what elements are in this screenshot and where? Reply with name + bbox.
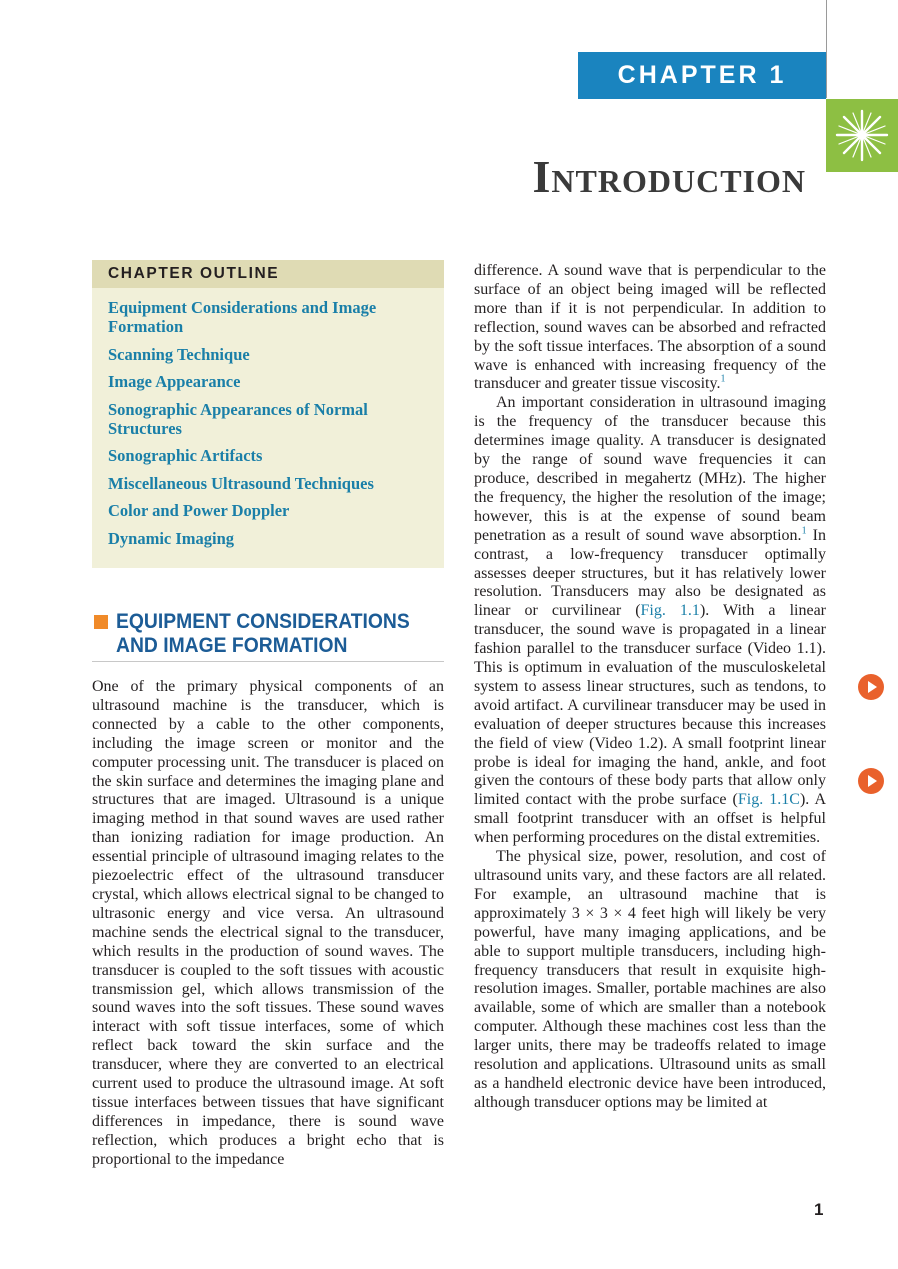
figure-link[interactable]: Fig. 1.1 (640, 602, 700, 620)
outline-item[interactable]: Scanning Technique (108, 344, 250, 364)
page-number: 1 (814, 1200, 824, 1219)
outline-item[interactable]: Image Appearance (108, 372, 241, 391)
chapter-label: CHAPTER 1 (578, 52, 826, 99)
paragraph-text: ). With a linear transducer, the sound wave is propagated in a linear fashion parallel to the transducer surface (Video 1.1). This is optimum in evaluation of the musculoskeletal system to assess linear structures, such as tendons, to avoid artifact. A curvilinear transducer may be used in evaluation of deeper structures because this increases the field of view (Video 1.2). A small footprint linear probe is ideal for imaging the hand, ankle, and foot given the contours of these body parts that allow only limited contact with the probe surface ( (474, 602, 827, 809)
section-heading (92, 610, 444, 662)
chapter-outline-heading: CHAPTER OUTLINE (92, 260, 444, 288)
paragraph-text: In contrast, a low-frequency transducer optimally assesses deeper structures, but it has relatively lower resolution. Transducers may also be designated as linear or curvilinear ( (474, 526, 826, 620)
margin-rule (826, 0, 827, 98)
reference-link[interactable]: 1 (801, 525, 807, 537)
paragraph-text: ). A small footprint transducer with an offset is helpful when performing procedures on the distal extremities. (474, 791, 827, 847)
reference-link[interactable]: 1 (720, 374, 726, 386)
section-heading-line: EQUIPMENT CONSIDERATIONS (116, 610, 410, 633)
section-bullet-icon (94, 615, 108, 629)
section-heading-line: AND IMAGE FORMATION (116, 634, 348, 657)
outline-item[interactable]: Sonographic Appearances of Normal Structures (108, 399, 368, 438)
play-video-icon[interactable] (858, 768, 884, 794)
chapter-outline-list (92, 288, 444, 548)
outline-item[interactable]: Miscellaneous Ultrasound Techniques (108, 473, 374, 493)
left-column (92, 678, 444, 1170)
chapter-title: Introduction (532, 151, 806, 202)
body-paragraph: The physical size, power, resolution, and cost of ultrasound units vary, and these factors are all related. For example, an ultrasound machine that is approximately 3 × 3 × 4 feet high will likely be very powerful, have many imaging applications, and be able to support multiple transducers, including high-frequency transducers that result in exquisite high-resolution images. Smaller, portable machines are also available, some of which are smaller than a notebook computer. Although these machines cost less than the larger units, there may be tradeoffs related to image resolution and applications. Ultrasound units as small as a handheld electronic device have been introduced, although transducer options may be limited at (474, 848, 826, 1111)
body-paragraph: One of the primary physical components of an ultrasound machine is the transducer, which is connected by a cable to the other components, including the image screen or monitor and the computer processing unit. The transducer is placed on the skin surface and determines the imaging plane and structures that are imaged. Ultrasound is a unique imaging method in that sound waves are used rather than ionizing radiation for image production. An essential principle of ultrasound imaging relates to the piezoelectric effect of the ultrasound transducer crystal, which allows electrical signal to be changed to ultrasonic energy and vice versa. An ultrasound machine sends the electrical signal to the transducer, which results in the production of sound waves. The transducer is coupled to the soft tissues with acoustic transmission gel, which allows transmission of the sound waves into the soft tissues. These sound waves interact with soft tissue interfaces, some of which reflect back toward the skin surface and the transducer, where they are converted to an electrical current used to produce the ultrasound image. At soft tissue interfaces between tissues that have significant differences in impedance, there is sound wave reflection, which produces a bright echo that is proportional to the impedance (92, 678, 444, 1168)
outline-item[interactable]: Color and Power Doppler (108, 501, 290, 520)
right-column (474, 262, 826, 1113)
section-heading-text (116, 610, 418, 658)
asterisk-star-icon (826, 99, 898, 172)
body-paragraph (474, 262, 826, 394)
figure-link[interactable]: Fig. 1.1C (737, 791, 800, 809)
paragraph-text: An important consideration in ultrasound imaging is the frequency of the transducer because this determines image quality. A transducer is designated by the range of sound wave frequencies it can produce, described in megahertz (MHz). The higher the frequency, the higher the resolution of the image; however, this is at the expense of sound beam penetration as a result of sound wave absorption. (474, 394, 826, 544)
play-video-icon[interactable] (858, 674, 884, 700)
outline-item[interactable]: Equipment Considerations and Image Formation (108, 298, 377, 336)
outline-item[interactable]: Sonographic Artifacts (108, 446, 263, 465)
chapter-outline-box (92, 260, 444, 568)
body-paragraph (474, 394, 826, 848)
paragraph-text: difference. A sound wave that is perpendicular to the surface of an object being imaged will be reflected more than if it is not perpendicular. In addition to reflection, sound waves can be absorbed and refracted by the soft tissue interfaces. The absorption of a sound wave is enhanced with increasing frequency of the transducer and greater tissue viscosity. (474, 262, 826, 393)
outline-item[interactable]: Dynamic Imaging (108, 528, 235, 548)
